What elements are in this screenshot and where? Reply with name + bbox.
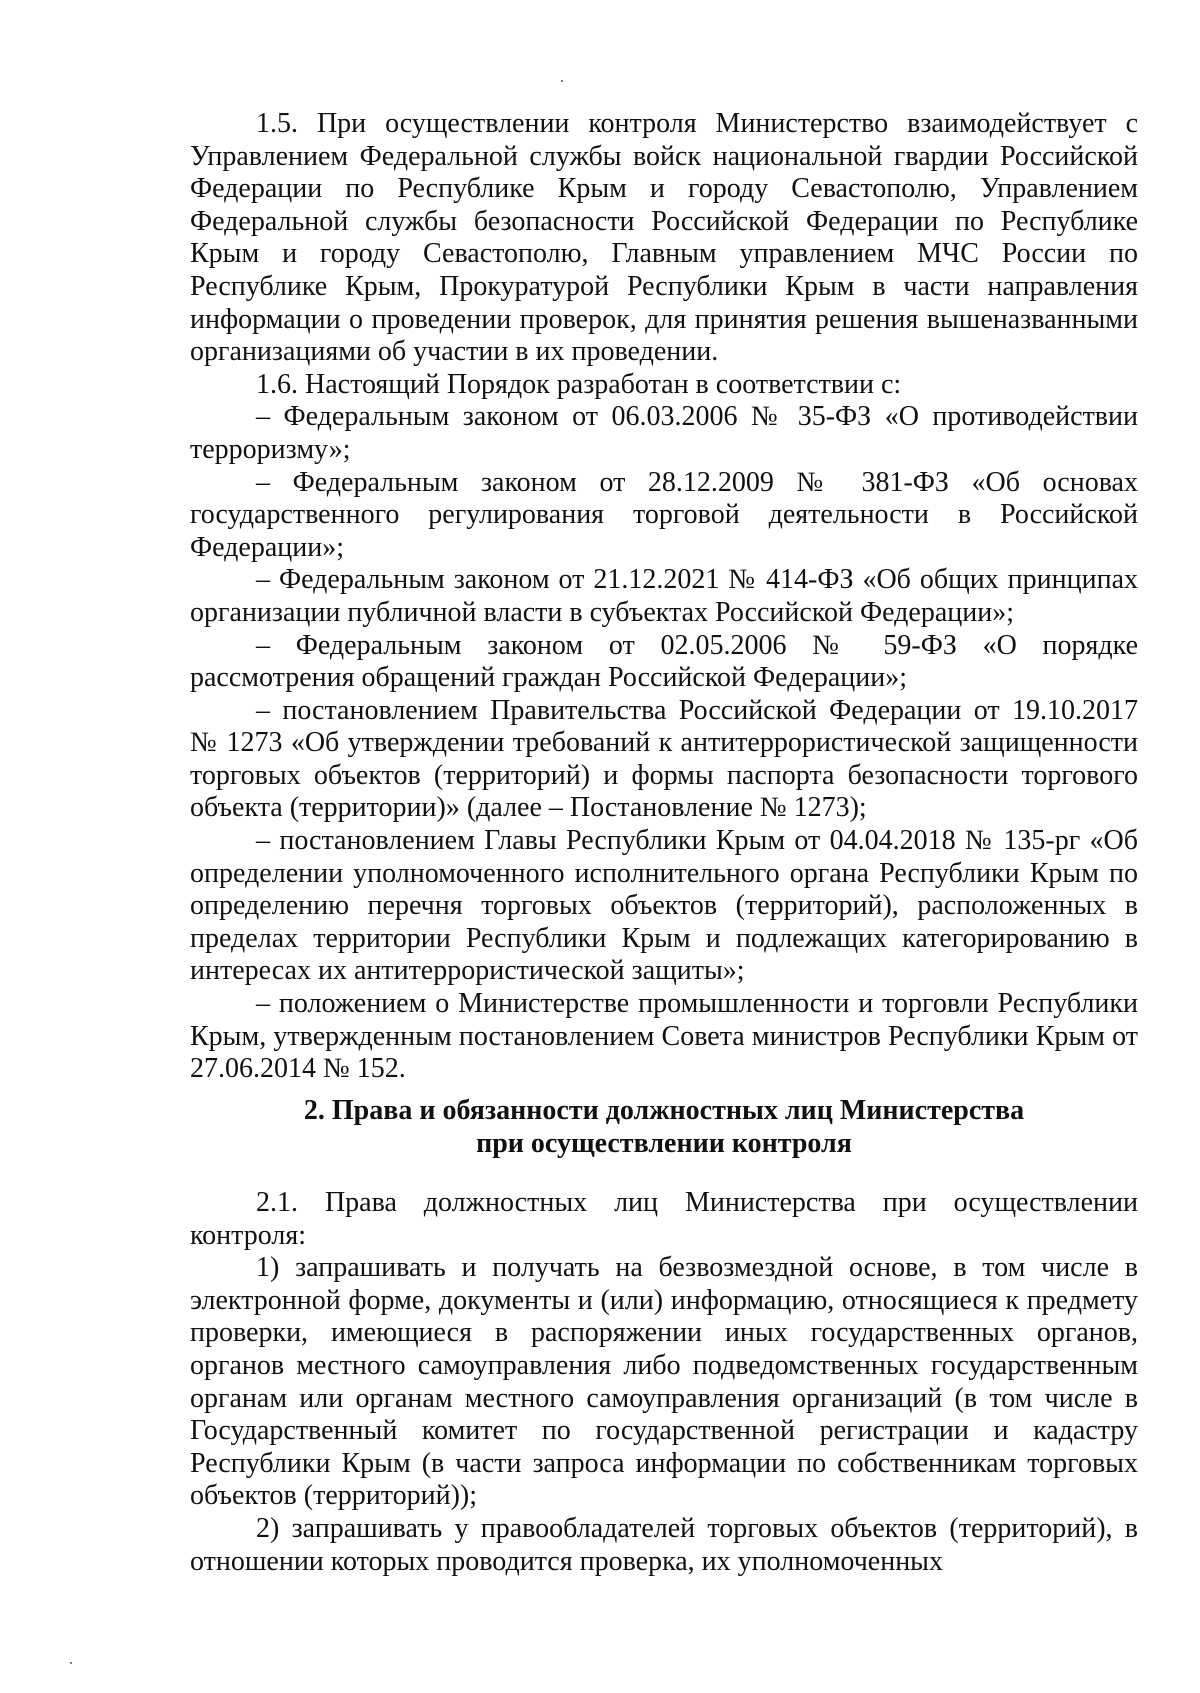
list-item-law-414fz: – Федеральным законом от 21.12.2021 № 414-ФЗ «Об общих принципах организации публичной власти в субъектах Российской Федерации»; <box>190 564 1138 628</box>
list-item-law-35fz: – Федеральным законом от 06.03.2006 № 35-ФЗ «О противодействии терроризму»; <box>190 401 1138 465</box>
paragraph-2-1: 2.1. Права должностных лиц Министерства при осуществлении контроля: <box>190 1187 1138 1251</box>
list-item-resolution-135rg: – постановлением Главы Республики Крым от 04.04.2018 № 135-рг «Об определении уполномоченного исполнительного органа Республики Крым по определению перечня торговых объектов (территорий), расположенных в пределах территории Республики Крым и подлежащих категорированию в интересах их антитеррористической защиты»; <box>190 825 1138 987</box>
list-item-resolution-1273: – постановлением Правительства Российской Федерации от 19.10.2017 № 1273 «Об утверждении требований к антитеррористической защищенности торговых объектов (территорий) и формы паспорта безопасности торгового объекта (территории)» (далее – Постановление № 1273); <box>190 694 1138 824</box>
paragraph-1-6: 1.6. Настоящий Порядок разработан в соответствии с: <box>256 368 902 400</box>
section-2-heading <box>190 1095 1138 1160</box>
list-item-law-59fz: – Федеральным законом от 02.05.2006 № 59-ФЗ «О порядке рассмотрения обращений граждан Российской Федерации»; <box>190 629 1138 694</box>
list-item-law-381fz: – Федеральным законом от 28.12.2009 № 381-ФЗ «Об основах государственного регулирования торговой деятельности в Российской Федерации»; <box>190 466 1138 563</box>
scan-speck <box>70 1662 72 1664</box>
list-item-regulation-152: – положением о Министерстве промышленности и торговли Республики Крым, утвержденным постановлением Совета министров Республики Крым от 27.06.2014 № 152. <box>190 988 1138 1085</box>
section-2-heading-line-2: при осуществлении контроля <box>476 1127 852 1159</box>
list-item-right-2: 2) запрашивать у правообладателей торговых объектов (территорий), в отношении которых проводится проверка, их уполномоченных <box>190 1512 1138 1577</box>
list-item-right-1: 1) запрашивать и получать на безвозмездной основе, в том числе в электронной форме, документы и (или) информацию, относящиеся к предмету проверки, имеющиеся в распоряжении иных государственных органов, органов местного самоуправления либо подведомственных государственным органам или органам местного самоуправления организаций (в том числе в Государственный комитет по государственной регистрации и кадастру Республики Крым (в части запроса информации по собственникам торговых объектов (территорий)); <box>190 1252 1138 1512</box>
scan-speck <box>561 80 563 82</box>
paragraph-1-5: 1.5. При осуществлении контроля Министерство взаимодействует с Управлением Федеральной службы войск национальной гвардии Российской Федерации по Республике Крым и городу Севастополю, Управлением Федеральной службы безопасности Российской Федерации по Республике Крым и городу Севастополю, Главным управлением МЧС России по Республике Крым, Прокуратурой Республики Крым в части направления информации о проведении проверок, для принятия решения вышеназванными организациями об участии в их проведении. <box>190 108 1138 368</box>
section-2-heading-line-1: 2. Права и обязанности должностных лиц Министерства <box>303 1095 1025 1126</box>
section-2-body <box>190 1187 1138 1578</box>
section-1-body <box>190 108 1138 1086</box>
